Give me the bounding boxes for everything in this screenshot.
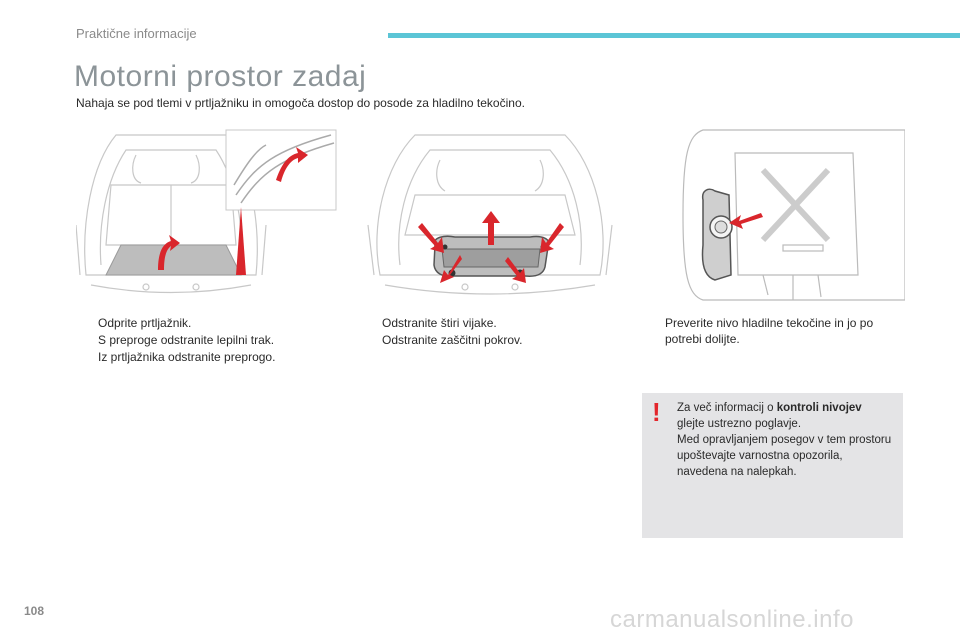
- arrow-icon: [729, 213, 763, 229]
- list-item: Preverite nivo hladilne tekočine in jo po potrebi dolijte.: [665, 316, 874, 346]
- trunk-carpet-illustration: [76, 125, 338, 303]
- list-item: S preproge odstranite lepilni trak.: [98, 333, 275, 347]
- arrow-icon: [236, 207, 246, 275]
- list-item: Odstranite zaščitni pokrov.: [382, 333, 523, 347]
- list-item: Iz prtljažnika odstranite preprogo.: [98, 350, 276, 364]
- note-text: Za več informacij o kontroli nivojev glejte ustrezno poglavje. Med opravljanjem posegov v tem prostoru upoštevajte varnostna opozorila, navedena na nalepkah.: [677, 402, 892, 478]
- list-item: Odstranite štiri vijake.: [382, 316, 497, 330]
- trunk-cover-screws-illustration: [360, 125, 622, 303]
- page-number: 108: [24, 604, 45, 618]
- note-bold-text: kontroli nivojev: [776, 402, 862, 414]
- page-title: Motorni prostor zadaj: [74, 60, 367, 93]
- list-item: Odprite prtljažnik.: [98, 316, 192, 330]
- header-accent-bar: [388, 33, 960, 38]
- warning-icon: !: [652, 397, 661, 427]
- section-label: Praktične informacije: [76, 26, 197, 41]
- steps-list-1: [76, 315, 336, 366]
- info-note: [642, 393, 903, 538]
- page-subtitle: Nahaja se pod tlemi v prtljažniku in omogoča dostop do posode za hladilno tekočino.: [76, 96, 525, 110]
- coolant-reservoir-illustration: [643, 125, 905, 303]
- steps-list-3: [643, 315, 893, 348]
- watermark: carmanualsonline.info: [610, 606, 854, 633]
- steps-list-2: [360, 315, 620, 349]
